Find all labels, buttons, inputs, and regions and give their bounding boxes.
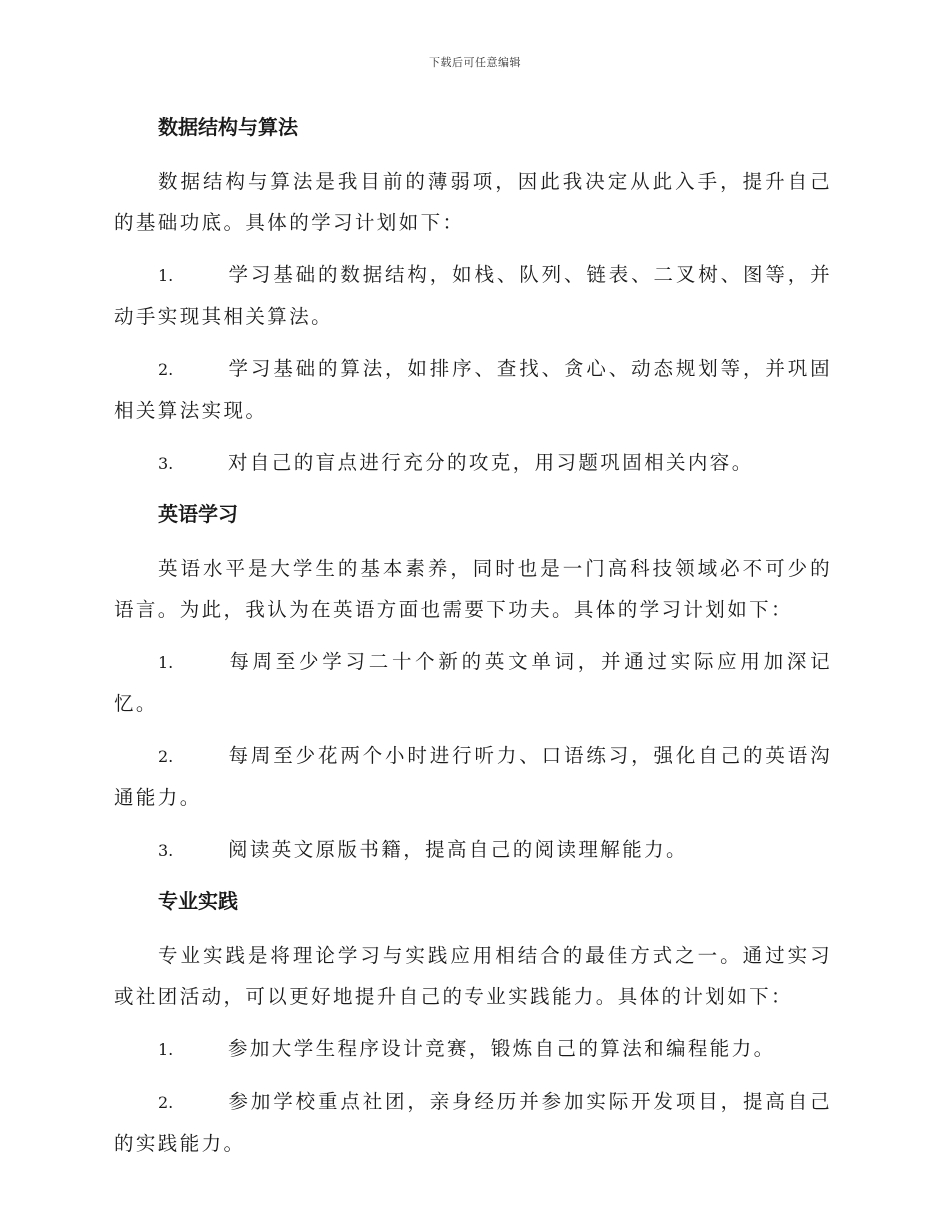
section-heading: 英语学习 bbox=[158, 502, 238, 526]
list-item bbox=[114, 1028, 832, 1070]
list-item-number: 3. bbox=[158, 841, 174, 860]
list-item-text: 阅读英文原版书籍，提高自己的阅读理解能力。 bbox=[228, 838, 688, 861]
section-heading: 专业实践 bbox=[158, 889, 238, 913]
list-item-text: 参加学校重点社团，亲身经历并参加实际开发项目，提高自己的实践能力。 bbox=[114, 1090, 832, 1155]
list-item-text: 每周至少学习二十个新的英文单词，并通过实际应用加深记忆。 bbox=[114, 650, 832, 715]
list-item-number: 1. bbox=[158, 1040, 174, 1059]
list-item-number: 2. bbox=[158, 360, 174, 379]
section-heading: 数据结构与算法 bbox=[158, 115, 298, 139]
list-item-text: 参加大学生程序设计竞赛，锻炼自己的算法和编程能力。 bbox=[228, 1037, 776, 1060]
list-item-number: 3. bbox=[158, 454, 174, 473]
section-intro: 数据结构与算法是我目前的薄弱项，因此我决定从此入手，提升自己的基础功底。具体的学习计划如下： bbox=[114, 170, 832, 234]
list-item-number: 2. bbox=[158, 747, 174, 766]
list-item-text: 对自己的盲点进行充分的攻克，用习题巩固相关内容。 bbox=[228, 451, 754, 474]
list-item-number: 1. bbox=[158, 266, 174, 285]
page-header-note: 下载后可任意编辑 bbox=[429, 56, 521, 69]
list-item bbox=[114, 1081, 832, 1164]
list-item-text: 学习基础的数据结构，如栈、队列、链表、二叉树、图等，并动手实现其相关算法。 bbox=[114, 263, 832, 328]
list-item-text: 每周至少花两个小时进行听力、口语练习，强化自己的英语沟通能力。 bbox=[114, 744, 832, 809]
section-intro: 专业实践是将理论学习与实践应用相结合的最佳方式之一。通过实习或社团活动，可以更好地提升自己的专业实践能力。具体的计划如下： bbox=[114, 944, 832, 1008]
list-item-number: 2. bbox=[158, 1093, 174, 1112]
list-item bbox=[114, 641, 832, 724]
list-item bbox=[114, 735, 832, 818]
list-item bbox=[114, 829, 832, 871]
list-item bbox=[114, 442, 832, 484]
list-item bbox=[114, 348, 832, 431]
list-item-number: 1. bbox=[158, 653, 174, 672]
list-item bbox=[114, 254, 832, 337]
section-intro: 英语水平是大学生的基本素养，同时也是一门高科技领域必不可少的语言。为此，我认为在英语方面也需要下功夫。具体的学习计划如下： bbox=[114, 557, 832, 621]
list-item-text: 学习基础的算法，如排序、查找、贪心、动态规划等，并巩固相关算法实现。 bbox=[114, 357, 832, 422]
document-body bbox=[114, 108, 832, 1175]
